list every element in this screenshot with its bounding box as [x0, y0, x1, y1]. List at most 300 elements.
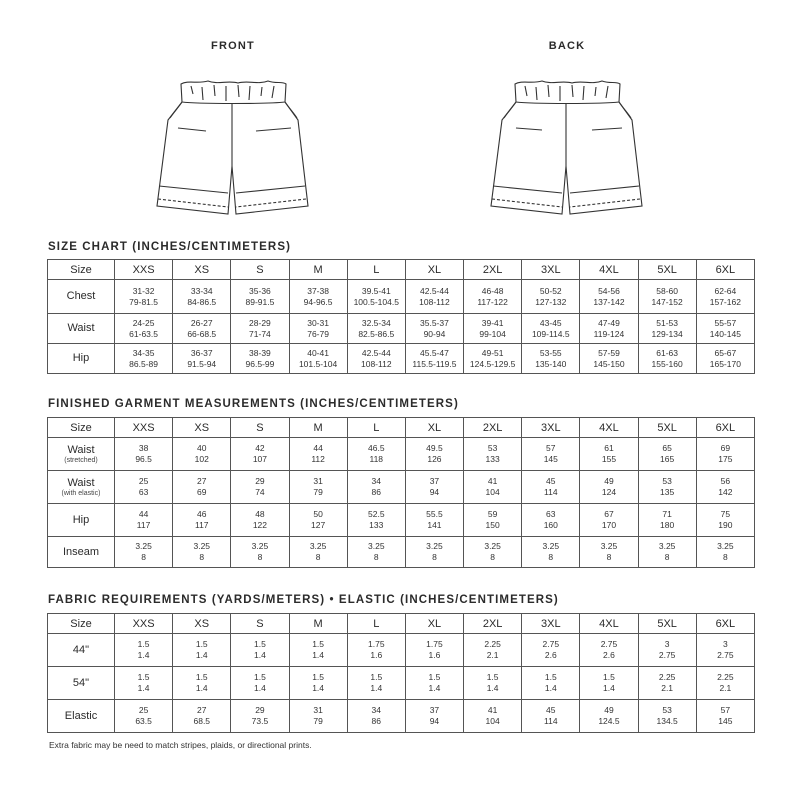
- table-row: [48, 344, 755, 374]
- value-cm: 102: [194, 454, 209, 464]
- value-cm: 8: [490, 552, 495, 562]
- value-cm: 74: [255, 487, 265, 497]
- value-in: 56: [720, 476, 731, 486]
- value-cell: [464, 344, 522, 374]
- value-cm: 145-150: [593, 358, 625, 369]
- value-in: 43-45: [539, 317, 562, 328]
- value-cm: 76-79: [307, 328, 329, 339]
- value-cell: [173, 344, 231, 374]
- value-cell: [173, 667, 231, 700]
- value-cm: 133: [485, 454, 500, 464]
- value-cell: [173, 280, 231, 314]
- value-in: 63: [546, 509, 556, 519]
- value-in: 53-55: [539, 347, 562, 358]
- value-in: 39-41: [481, 317, 504, 328]
- value-cell: [231, 667, 289, 700]
- size-cell: 6XL: [696, 260, 754, 280]
- value-cm: 1.4: [195, 650, 208, 660]
- value-cell: [580, 471, 638, 504]
- value-cm: 115.5-119.5: [412, 358, 457, 369]
- value-cell: [289, 438, 347, 471]
- value-cell: [405, 504, 463, 537]
- value-cell: [464, 667, 522, 700]
- value-cm: 61-63.5: [129, 328, 158, 339]
- value-cell: [696, 634, 754, 667]
- value-in: 71: [662, 509, 672, 519]
- value-cell: [231, 280, 289, 314]
- value-cm: 117-122: [477, 296, 508, 307]
- value-in: 50: [313, 509, 323, 519]
- value-cm: 2.75: [717, 650, 734, 660]
- value-cell: [522, 504, 580, 537]
- value-cm: 100.5-104.5: [353, 296, 399, 307]
- value-cell: [347, 344, 405, 374]
- value-cm: 127-132: [535, 296, 567, 307]
- value-cell: [405, 344, 463, 374]
- value-cell: [580, 504, 638, 537]
- value-cell: [231, 504, 289, 537]
- value-in: 52.5: [368, 509, 385, 519]
- value-in: 3.25: [135, 541, 152, 551]
- value-cm: 68.5: [193, 716, 211, 726]
- value-in: 49-51: [481, 347, 504, 358]
- value-in: 1.75: [368, 639, 385, 649]
- value-cm: 155: [601, 454, 617, 464]
- value-cell: [173, 537, 231, 568]
- value-cm: 104: [485, 487, 500, 497]
- size-cell: XXS: [115, 614, 173, 634]
- value-cm: 175: [718, 454, 733, 464]
- value-in: 3.25: [251, 541, 269, 551]
- value-cm: 84-86.5: [187, 296, 217, 307]
- value-cell: [580, 634, 638, 667]
- value-cm: 90-94: [423, 328, 446, 339]
- size-cell: 4XL: [580, 614, 638, 634]
- value-in: 36-37: [190, 347, 213, 358]
- value-cell: [580, 280, 638, 314]
- value-in: 35.5-37: [420, 317, 449, 328]
- value-cell: [231, 344, 289, 374]
- value-cm: 8: [141, 552, 146, 562]
- value-in: 2.25: [658, 672, 676, 682]
- value-in: 45.5-47: [420, 347, 449, 358]
- value-in: 1.5: [312, 672, 325, 682]
- value-in: 53: [662, 705, 672, 715]
- value-cell: [522, 634, 580, 667]
- value-in: 3.25: [717, 541, 734, 551]
- value-cm: 180: [660, 520, 675, 530]
- value-cm: 124.5: [598, 716, 620, 726]
- value-cell: [231, 314, 289, 344]
- value-in: 44: [138, 509, 149, 519]
- value-in: 27: [197, 705, 207, 715]
- value-cell: [464, 634, 522, 667]
- value-in: 38-39: [249, 347, 271, 358]
- value-cm: 126: [427, 454, 442, 464]
- front-illustration: [148, 40, 318, 231]
- value-cell: [696, 438, 754, 471]
- value-in: 75: [720, 509, 731, 519]
- value-cell: [696, 280, 754, 314]
- value-in: 65-67: [714, 347, 737, 358]
- shorts-front-drawing: [148, 56, 318, 226]
- size-header-row: [48, 418, 755, 438]
- value-in: 3: [722, 639, 728, 649]
- value-cm: 2.75: [658, 650, 676, 660]
- value-in: 55.5: [426, 509, 443, 519]
- value-in: 1.5: [603, 672, 615, 682]
- value-cm: 2.1: [486, 650, 499, 660]
- size-cell: S: [231, 614, 289, 634]
- value-in: 2.25: [717, 672, 734, 682]
- value-in: 40: [197, 443, 207, 453]
- size-header-label: Size: [48, 418, 115, 438]
- value-in: 41: [487, 476, 498, 486]
- row-label: [48, 438, 115, 471]
- size-cell: 6XL: [696, 614, 754, 634]
- value-cm: 107: [252, 454, 268, 464]
- size-chart-table: [47, 259, 755, 374]
- row-label-text: Waist: [67, 443, 95, 456]
- value-cm: 99-104: [479, 328, 506, 339]
- value-in: 31: [313, 476, 323, 486]
- value-cm: 1.6: [370, 650, 383, 660]
- value-cell: [405, 471, 463, 504]
- value-in: 1.5: [195, 672, 208, 682]
- table-row: [48, 314, 755, 344]
- value-cell: [289, 634, 347, 667]
- value-in: 41: [487, 705, 498, 715]
- value-in: 54-56: [598, 285, 620, 296]
- value-in: 48: [255, 509, 265, 519]
- value-cell: [115, 504, 173, 537]
- value-cell: [115, 667, 173, 700]
- value-in: 34: [371, 705, 381, 715]
- value-cm: 8: [432, 552, 437, 562]
- size-cell: XS: [173, 418, 231, 438]
- value-cm: 124: [601, 487, 617, 497]
- value-in: 3.25: [193, 541, 211, 551]
- value-in: 2.75: [542, 639, 560, 649]
- value-in: 37: [429, 705, 440, 715]
- value-cell: [405, 537, 463, 568]
- value-cell: [173, 471, 231, 504]
- size-cell: M: [289, 260, 347, 280]
- value-cm: 122: [252, 520, 268, 530]
- value-cm: 8: [257, 552, 263, 562]
- row-label: Hip: [48, 344, 115, 374]
- value-cm: 63: [138, 487, 149, 497]
- table-row: [48, 537, 755, 568]
- value-cm: 160: [543, 520, 558, 530]
- value-cell: [115, 634, 173, 667]
- value-in: 42: [255, 443, 265, 453]
- size-cell: 3XL: [522, 260, 580, 280]
- value-cell: [115, 438, 173, 471]
- value-cell: [464, 314, 522, 344]
- front-label: FRONT: [211, 40, 255, 52]
- finished-measurements-table: [47, 417, 755, 568]
- row-label-text: Inseam: [62, 545, 100, 558]
- value-cm: 109-114.5: [531, 328, 570, 339]
- value-cm: 137-142: [593, 296, 625, 307]
- value-in: 3.25: [542, 541, 560, 551]
- value-in: 29: [255, 476, 265, 486]
- value-cell: [464, 438, 522, 471]
- value-cell: [522, 438, 580, 471]
- size-cell: 4XL: [580, 418, 638, 438]
- size-cell: 5XL: [638, 260, 696, 280]
- value-cm: 1.4: [312, 650, 325, 660]
- row-label: Chest: [48, 280, 115, 314]
- finished-measurements-title: FINISHED GARMENT MEASUREMENTS (INCHES/CENTIMETERS): [48, 398, 459, 410]
- value-cm: 94: [429, 487, 440, 497]
- value-in: 1.75: [426, 639, 443, 649]
- value-cell: [696, 314, 754, 344]
- value-in: 1.5: [312, 639, 325, 649]
- value-cm: 165-170: [709, 358, 741, 369]
- value-in: 1.5: [254, 639, 266, 649]
- value-in: 50-52: [539, 285, 562, 296]
- size-cell: 3XL: [522, 418, 580, 438]
- value-cm: 170: [601, 520, 617, 530]
- value-cm: 71-74: [249, 328, 271, 339]
- value-cell: [696, 667, 754, 700]
- value-in: 32.5-34: [361, 317, 391, 328]
- table-row: [48, 700, 755, 733]
- value-cell: [115, 471, 173, 504]
- value-in: 24-25: [132, 317, 155, 328]
- value-in: 31-32: [132, 285, 155, 296]
- value-cell: [231, 700, 289, 733]
- value-cell: [347, 471, 405, 504]
- value-in: 37: [429, 476, 440, 486]
- value-cell: [347, 314, 405, 344]
- value-in: 30-31: [307, 317, 329, 328]
- value-cell: [522, 314, 580, 344]
- value-cell: [696, 344, 754, 374]
- value-cm: 133: [369, 520, 384, 530]
- value-cell: [580, 344, 638, 374]
- value-in: 57: [720, 705, 731, 715]
- size-cell: L: [347, 614, 405, 634]
- value-cell: [522, 471, 580, 504]
- value-cm: 8: [199, 552, 205, 562]
- value-cell: [289, 280, 347, 314]
- value-cm: 1.4: [312, 683, 325, 693]
- value-cm: 140-145: [709, 328, 741, 339]
- size-cell: S: [231, 418, 289, 438]
- value-cell: [638, 344, 696, 374]
- size-cell: L: [347, 260, 405, 280]
- value-cm: 145: [543, 454, 558, 464]
- size-cell: 2XL: [464, 260, 522, 280]
- value-cell: [638, 634, 696, 667]
- row-sublabel: (stretched): [64, 456, 98, 464]
- value-cm: 124.5-129.5: [469, 358, 516, 369]
- value-cm: 118: [369, 454, 384, 464]
- value-cell: [231, 471, 289, 504]
- value-in: 1.5: [137, 672, 150, 682]
- value-cell: [347, 667, 405, 700]
- table-row: [48, 634, 755, 667]
- value-in: 2.25: [484, 639, 501, 649]
- value-cm: 96.5-99: [245, 358, 275, 369]
- value-in: 42.5-44: [361, 347, 391, 358]
- value-cm: 1.4: [137, 650, 150, 660]
- row-label: [48, 504, 115, 537]
- size-cell: 2XL: [464, 418, 522, 438]
- value-cell: [696, 471, 754, 504]
- value-in: 62-64: [714, 285, 737, 296]
- value-cell: [115, 280, 173, 314]
- value-in: 37-38: [307, 285, 329, 296]
- value-cm: 8: [722, 552, 728, 562]
- value-cm: 66-68.5: [187, 328, 217, 339]
- value-cell: [347, 504, 405, 537]
- value-in: 3.25: [600, 541, 618, 551]
- value-cell: [289, 667, 347, 700]
- size-header-label: Size: [48, 260, 115, 280]
- row-label-text: Hip: [72, 513, 90, 526]
- row-label: Waist: [48, 314, 115, 344]
- size-cell: XL: [405, 418, 463, 438]
- value-in: 53: [662, 476, 672, 486]
- value-in: 25: [138, 476, 149, 486]
- value-cm: 2.6: [603, 650, 615, 660]
- value-cm: 79: [313, 716, 323, 726]
- table-row: [48, 471, 755, 504]
- value-in: 61: [604, 443, 614, 453]
- value-cm: 2.1: [719, 683, 732, 693]
- value-cm: 1.4: [137, 683, 150, 693]
- value-in: 33-34: [190, 285, 213, 296]
- value-cm: 1.6: [428, 650, 441, 660]
- value-cell: [638, 537, 696, 568]
- size-cell: L: [347, 418, 405, 438]
- value-cm: 190: [718, 520, 733, 530]
- value-in: 58-60: [656, 285, 678, 296]
- value-cell: [405, 700, 463, 733]
- value-cm: 114: [544, 716, 558, 726]
- row-label: 44": [48, 634, 115, 667]
- value-cm: 1.4: [195, 683, 208, 693]
- value-in: 29: [255, 705, 265, 715]
- value-cell: [347, 634, 405, 667]
- value-cm: 1.4: [428, 683, 441, 693]
- value-cm: 73.5: [251, 716, 269, 726]
- value-in: 57: [546, 443, 556, 453]
- value-in: 2.75: [600, 639, 618, 649]
- value-cm: 104: [485, 716, 500, 726]
- size-cell: 2XL: [464, 614, 522, 634]
- fabric-requirements-title: FABRIC REQUIREMENTS (YARDS/METERS) • ELASTIC (INCHES/CENTIMETERS): [48, 594, 559, 606]
- value-in: 42.5-44: [420, 285, 449, 296]
- value-in: 61-63: [656, 347, 678, 358]
- row-label: [48, 537, 115, 568]
- value-cm: 108-112: [360, 358, 392, 369]
- row-label: Elastic: [48, 700, 115, 733]
- value-in: 45: [546, 705, 556, 715]
- value-cm: 8: [315, 552, 321, 562]
- value-cell: [464, 280, 522, 314]
- value-cm: 79-81.5: [129, 296, 158, 307]
- value-cell: [231, 438, 289, 471]
- value-cm: 69: [197, 487, 207, 497]
- value-in: 69: [720, 443, 731, 453]
- value-cm: 1.4: [254, 650, 266, 660]
- value-cell: [464, 537, 522, 568]
- value-cell: [638, 504, 696, 537]
- value-cm: 117: [194, 520, 209, 530]
- value-in: 3.25: [426, 541, 443, 551]
- value-cm: 2.1: [661, 683, 674, 693]
- table-row: [48, 667, 755, 700]
- value-cell: [173, 634, 231, 667]
- value-cm: 114: [544, 487, 558, 497]
- row-label: 54": [48, 667, 115, 700]
- size-cell: 5XL: [638, 614, 696, 634]
- value-cm: 1.4: [603, 683, 615, 693]
- value-cell: [405, 438, 463, 471]
- value-cm: 117: [136, 520, 151, 530]
- value-cell: [289, 471, 347, 504]
- value-cm: 63.5: [135, 716, 152, 726]
- value-cell: [696, 537, 754, 568]
- value-cell: [173, 700, 231, 733]
- value-in: 59: [487, 509, 498, 519]
- value-cm: 147-152: [651, 296, 683, 307]
- value-in: 3.25: [368, 541, 385, 551]
- value-cell: [115, 700, 173, 733]
- value-cm: 94: [429, 716, 440, 726]
- value-in: 55-57: [714, 317, 737, 328]
- value-cm: 129-134: [651, 328, 683, 339]
- value-in: 49: [604, 705, 614, 715]
- value-cell: [289, 344, 347, 374]
- back-label: BACK: [548, 40, 586, 52]
- row-sublabel: (with elastic): [61, 489, 101, 497]
- back-illustration: [482, 40, 652, 231]
- value-cm: 155-160: [651, 358, 683, 369]
- value-cell: [231, 634, 289, 667]
- value-cell: [522, 537, 580, 568]
- value-cell: [115, 314, 173, 344]
- size-cell: XS: [173, 260, 231, 280]
- value-cm: 135: [660, 487, 675, 497]
- value-cm: 101.5-104: [298, 358, 338, 369]
- value-in: 65: [662, 443, 672, 453]
- value-cell: [289, 700, 347, 733]
- value-cm: 119-124: [593, 328, 625, 339]
- size-cell: 5XL: [638, 418, 696, 438]
- value-cell: [464, 504, 522, 537]
- value-cell: [580, 700, 638, 733]
- value-cm: 135-140: [535, 358, 567, 369]
- value-in: 45: [546, 476, 556, 486]
- value-in: 3.25: [309, 541, 327, 551]
- value-cm: 86.5-89: [129, 358, 158, 369]
- value-cm: 112: [311, 454, 325, 464]
- value-in: 40-41: [307, 347, 329, 358]
- value-in: 46: [197, 509, 207, 519]
- value-cell: [580, 537, 638, 568]
- value-cm: 150: [485, 520, 500, 530]
- value-cell: [580, 314, 638, 344]
- value-cm: 1.4: [486, 683, 499, 693]
- value-in: 27: [197, 476, 207, 486]
- value-cell: [405, 634, 463, 667]
